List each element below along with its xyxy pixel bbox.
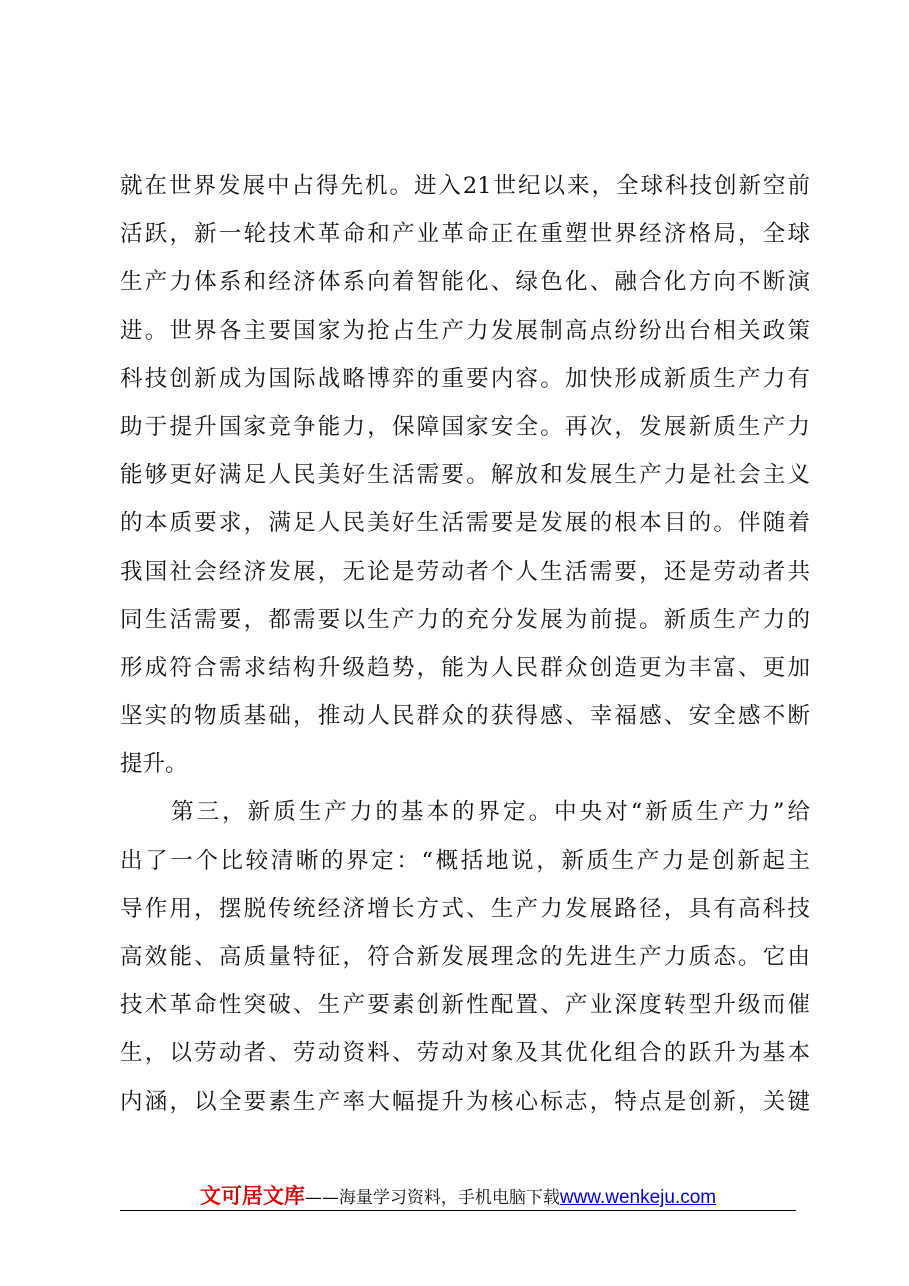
footer-slogan: ——海量学习资料，手机电脑下载: [304, 1188, 560, 1208]
text-line: 坚实的物质基础，推动人民群众的获得感、幸福感、安全感不断: [120, 703, 810, 730]
text-line: 出了一个比较清晰的界定：“概括地说，新质生产力是创新起主: [120, 847, 810, 874]
text-line: 第三，新质生产力的基本的界定。中央对“新质生产力”给: [120, 799, 810, 826]
text-line: 形成符合需求结构升级趋势，能为人民群众创造更为丰富、更加: [120, 654, 810, 681]
text-line: 的本质要求，满足人民美好生活需要是发展的根本目的。伴随着: [120, 510, 810, 537]
text-line: 活跃，新一轮技术革命和产业革命正在重塑世界经济格局，全球: [120, 221, 810, 248]
text-line: 同生活需要，都需要以生产力的充分发展为前提。新质生产力的: [120, 606, 810, 633]
text-line: 高效能、高质量特征，符合新发展理念的先进生产力质态。它由: [120, 944, 810, 970]
text-line: 生，以劳动者、劳动资料、劳动对象及其优化组合的跃升为基本: [120, 1040, 810, 1067]
text-line: 技术革命性突破、生产要素创新性配置、产业深度转型升级而催: [120, 992, 810, 1019]
text-line: 导作用，摆脱传统经济增长方式、生产力发展路径，具有高科技: [120, 895, 810, 922]
text-line: 助于提升国家竞争能力，保障国家安全。再次，发展新质生产力: [120, 413, 810, 440]
text-line: 提升。: [120, 751, 188, 778]
footer-brand: 文可居文库: [199, 1184, 305, 1208]
page-footer: [120, 1180, 796, 1210]
text-line: 进。世界各主要国家为抢占生产力发展制高点纷纷出台相关政策: [120, 317, 810, 344]
text-line: 内涵，以全要素生产率大幅提升为核心标志，特点是创新，关键: [120, 1088, 810, 1115]
text-line: 我国社会经济发展，无论是劳动者个人生活需要，还是劳动者共: [120, 558, 810, 585]
text-line: 能够更好满足人民美好生活需要。解放和发展生产力是社会主义: [120, 462, 810, 489]
body-text: [120, 162, 810, 1126]
text-line: 就在世界发展中占得先机。进入21世纪以来，全球科技创新空前: [120, 173, 810, 199]
text-line: 科技创新成为国际战略博弈的重要内容。加快形成新质生产力有: [120, 365, 810, 392]
text-line: 生产力体系和经济体系向着智能化、绿色化、融合化方向不断演: [120, 269, 810, 296]
footer-link[interactable]: www.wenkeju.com: [559, 1187, 717, 1208]
footer-divider: [120, 1210, 796, 1211]
